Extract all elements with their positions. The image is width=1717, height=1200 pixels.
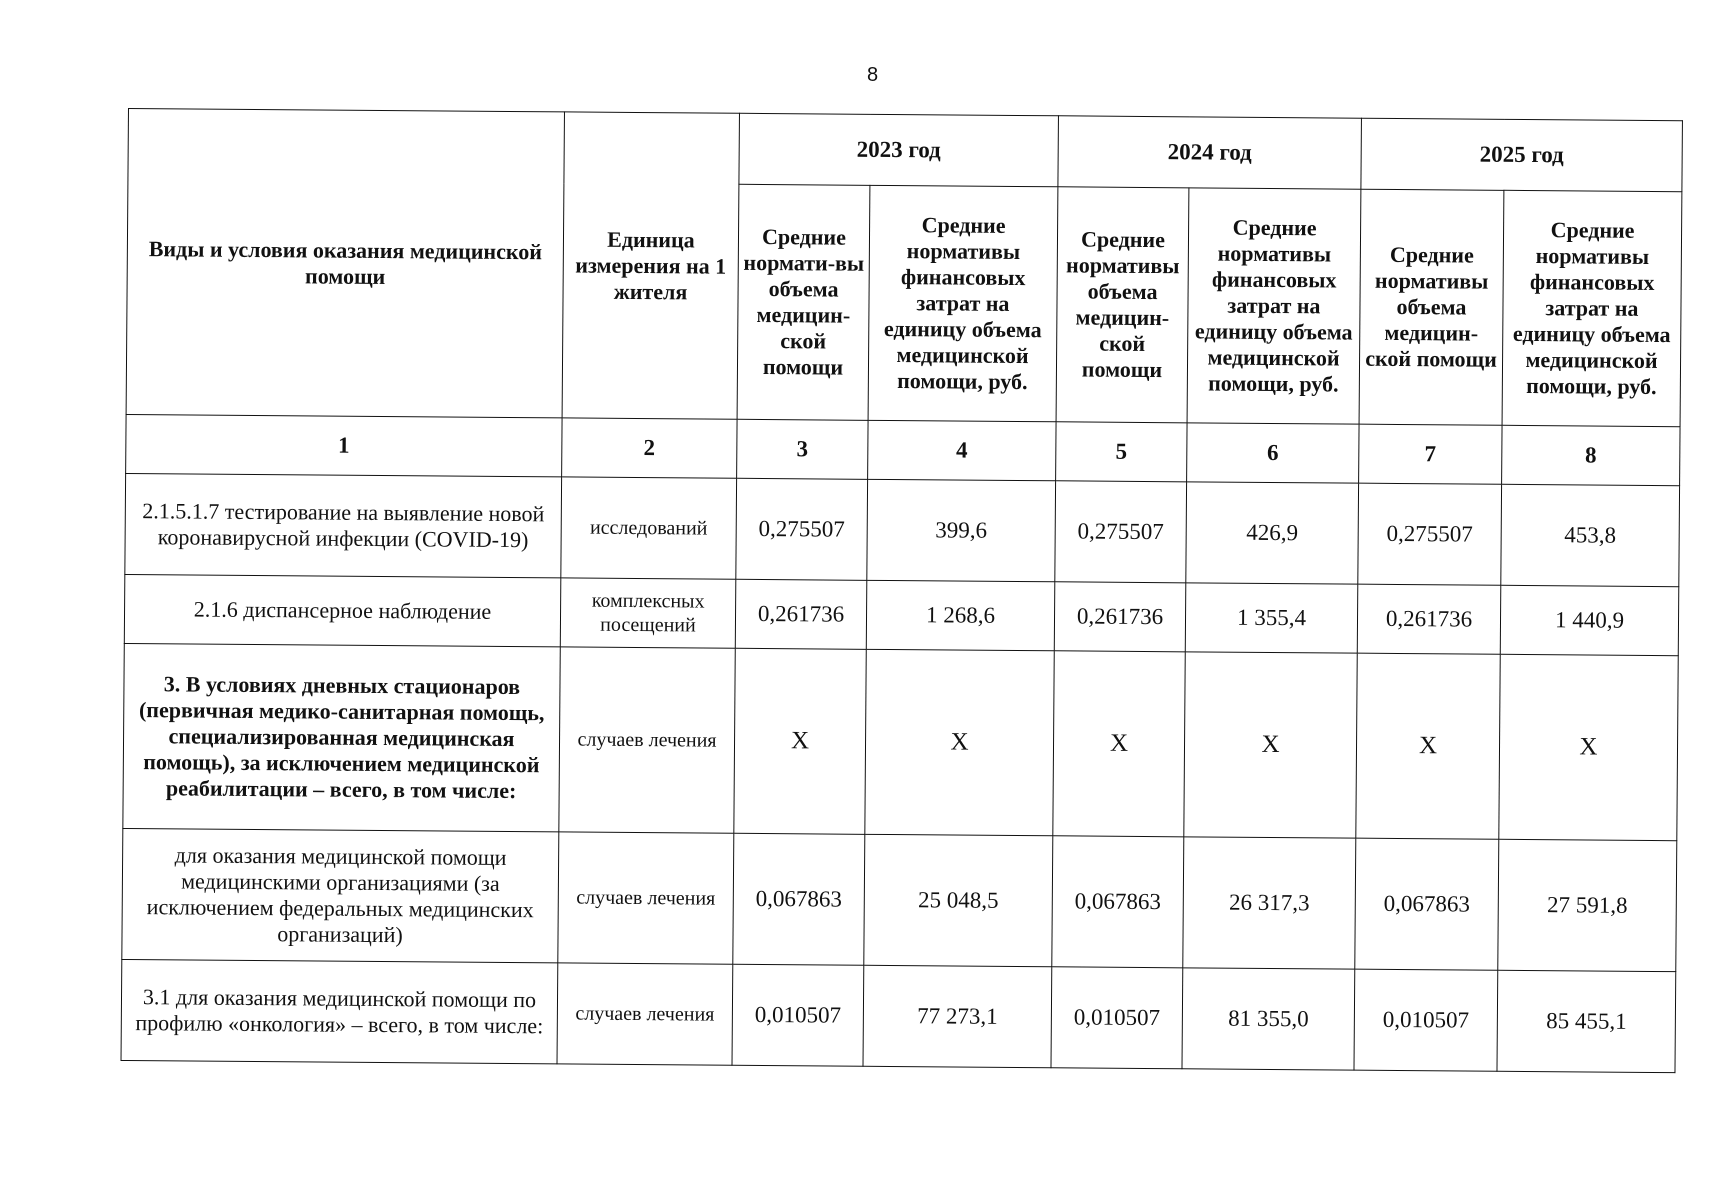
table-row xyxy=(123,643,1678,840)
page-number: 8 xyxy=(866,64,879,86)
row-value: 0,010507 xyxy=(1051,967,1183,1069)
col-number: 7 xyxy=(1359,424,1502,484)
row-value: X xyxy=(1499,654,1678,840)
norms-table xyxy=(121,108,1683,1073)
row-value: 0,067863 xyxy=(1355,838,1499,970)
row-value: 0,261736 xyxy=(735,579,867,649)
row-name: 3. В условиях дневных стационаров (первичная медико-санитарная помощь, специализированная медицинская помощь), за исключением медицинской реабилитации – всего, в том числе: xyxy=(123,643,560,831)
row-value: 77 273,1 xyxy=(863,965,1052,1067)
col-number: 1 xyxy=(126,414,562,476)
col-number: 6 xyxy=(1187,423,1359,483)
row-value: 0,275507 xyxy=(1358,483,1502,585)
col-number: 2 xyxy=(562,418,737,478)
row-value: 1 440,9 xyxy=(1500,585,1679,655)
row-value: 81 355,0 xyxy=(1182,968,1355,1070)
row-value: 85 455,1 xyxy=(1497,970,1676,1072)
col-number: 3 xyxy=(737,419,868,479)
row-value: X xyxy=(1053,651,1185,837)
row-name: для оказания медицинской помощи медицинскими организациями (за исключением федеральных медицинских организаций) xyxy=(122,828,559,962)
header-row-years xyxy=(128,109,1683,192)
row-value: 0,261736 xyxy=(1357,584,1501,654)
header-year-2023: 2023 год xyxy=(739,113,1059,187)
header-kinds-of-care: Виды и условия оказания медицинской помощи xyxy=(126,109,564,418)
row-value: 0,010507 xyxy=(1354,969,1498,1071)
row-value: X xyxy=(1356,653,1500,839)
row-unit: исследований xyxy=(561,477,737,579)
row-value: 453,8 xyxy=(1501,484,1680,586)
row-value: X xyxy=(1184,652,1357,838)
row-name: 2.1.6 диспансерное наблюдение xyxy=(124,574,561,646)
table-row xyxy=(121,959,1676,1072)
row-unit: случаев лечения xyxy=(558,832,734,964)
table-row xyxy=(124,574,1678,655)
header-volume-2023: Средние нормати-вы объема медицин-ской помощи xyxy=(737,184,870,420)
row-value: 26 317,3 xyxy=(1183,837,1356,969)
header-unit: Единица измерения на 1 жителя xyxy=(562,112,739,419)
header-year-2024: 2024 год xyxy=(1058,116,1362,189)
row-name: 3.1 для оказания медицинской помощи по профилю «онкология» – всего, в том числе: xyxy=(121,959,558,1063)
row-value: 426,9 xyxy=(1186,482,1359,584)
row-value: 0,261736 xyxy=(1054,582,1186,652)
row-value: 0,067863 xyxy=(733,833,865,965)
row-value: 27 591,8 xyxy=(1498,839,1677,971)
header-volume-2025: Средние нормативы объема медицин-ской помощи xyxy=(1359,189,1504,425)
row-value: 1 268,6 xyxy=(866,580,1055,650)
row-unit: случаев лечения xyxy=(557,963,733,1065)
col-number: 8 xyxy=(1502,425,1680,485)
row-value: 25 048,5 xyxy=(864,834,1053,966)
row-value: X xyxy=(865,649,1054,835)
row-name: 2.1.5.1.7 тестирование на выявление новой коронавирусной инфекции (COVID-19) xyxy=(125,473,562,577)
row-unit: случаев лечения xyxy=(559,647,735,833)
row-value: 0,010507 xyxy=(732,964,864,1066)
header-volume-2024: Средние нормативы объема медицин-ской помощи xyxy=(1056,187,1189,423)
header-cost-2024: Средние нормативы финансовых затрат на единицу объема медицинской помощи, руб. xyxy=(1187,188,1361,424)
col-number: 5 xyxy=(1056,422,1187,482)
row-value: X xyxy=(734,648,866,834)
row-value: 0,275507 xyxy=(1055,481,1187,583)
row-unit: комплексных посещений xyxy=(560,578,736,648)
row-value: 399,6 xyxy=(867,479,1056,581)
row-value: 1 355,4 xyxy=(1185,583,1358,653)
table-row xyxy=(125,473,1680,586)
row-value: 0,275507 xyxy=(736,478,868,580)
header-cost-2025: Средние нормативы финансовых затрат на единицу объема медицинской помощи, руб. xyxy=(1502,190,1682,426)
header-cost-2023: Средние нормативы финансовых затрат на единицу объема медицинской помощи, руб. xyxy=(868,185,1058,421)
row-value: 0,067863 xyxy=(1052,836,1184,968)
table-row xyxy=(122,828,1677,971)
header-year-2025: 2025 год xyxy=(1361,118,1683,192)
col-number: 4 xyxy=(868,420,1056,480)
